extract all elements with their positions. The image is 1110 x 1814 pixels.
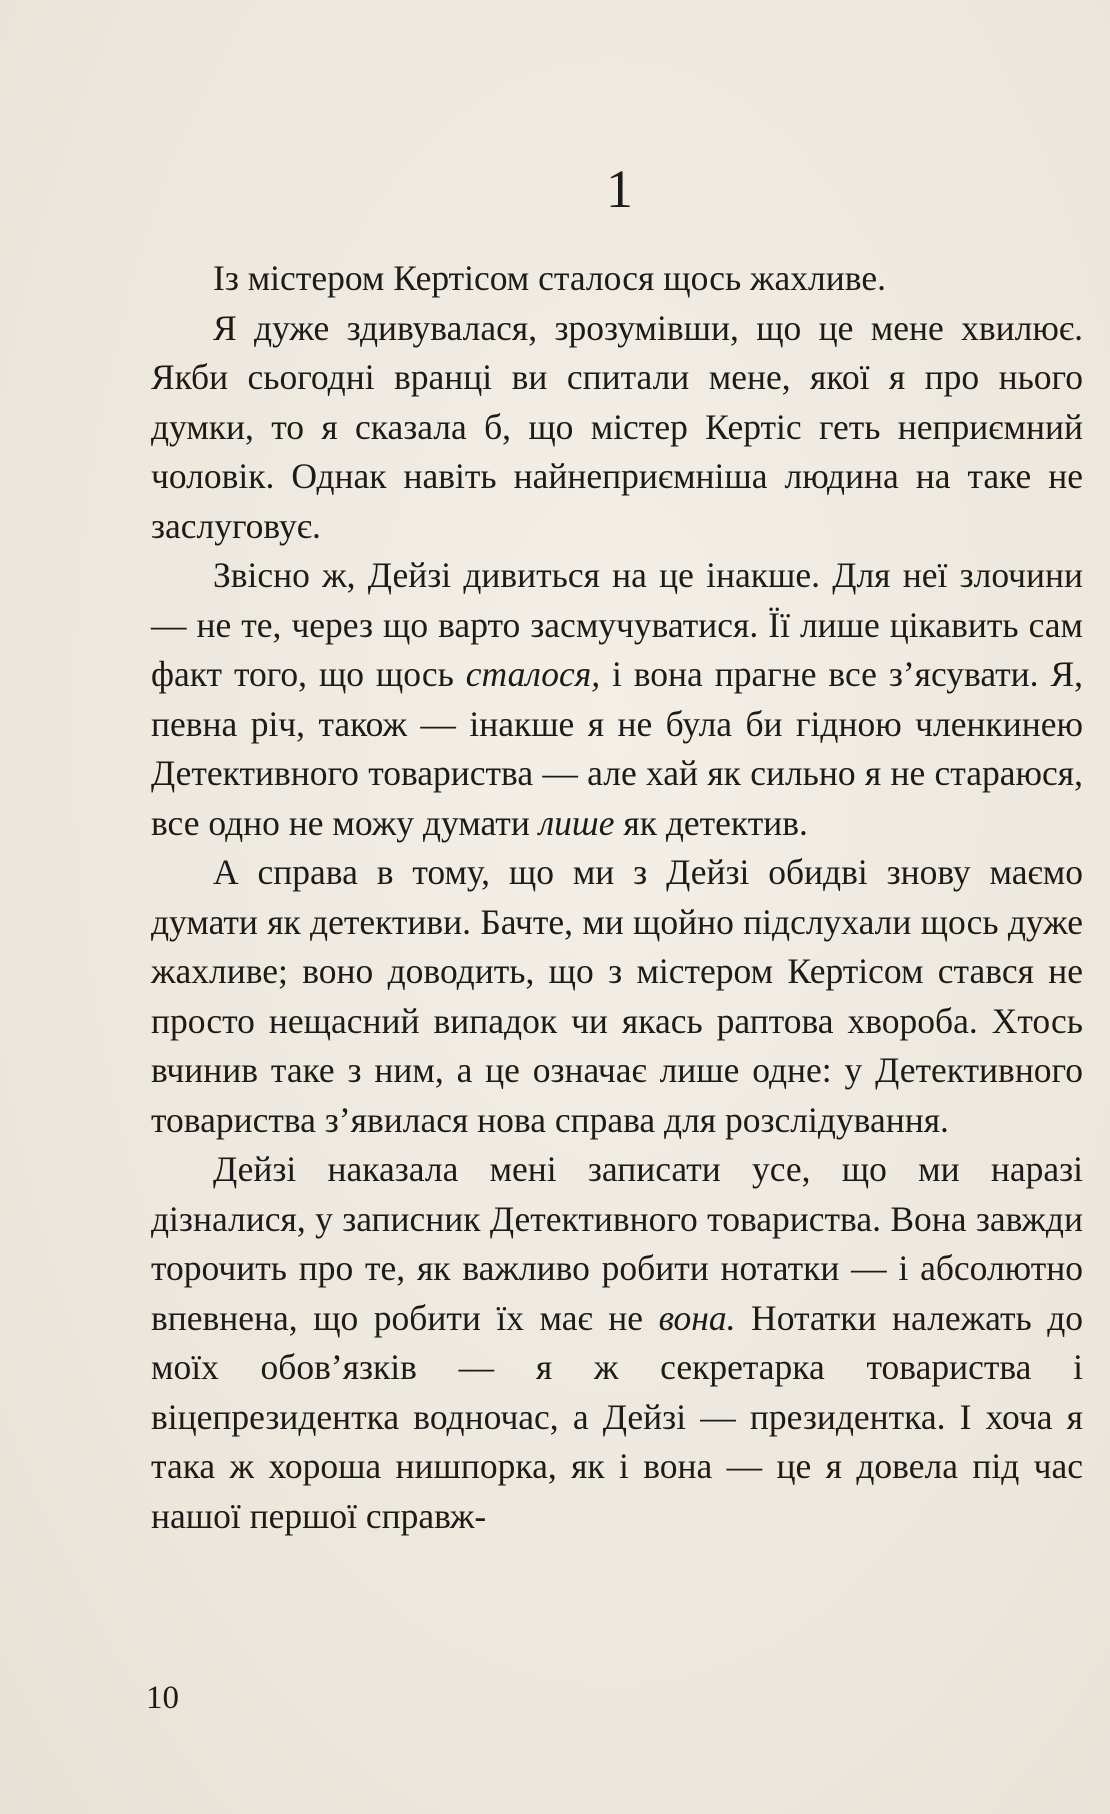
text-run: Звісно ж, Дейзі дивиться на це інакше. Для неї злочини — не те, через що варто засмучуватися. Її лише цікавить сам факт того, що щось [151, 555, 1083, 694]
text-run: Дейзі наказала мені записати усе, що ми наразі дізналися, у записник Детективного товариства. Вона завжди торочить про те, як важливо робити нотатки — і абсолютно впевнена, що робити їх має не [151, 1149, 1083, 1338]
text-run: Я дуже здивувалася, зрозумівши, що це мене хвилює. Якби сьогодні вранці ви спитали мене, якої я про нього думки, то я сказала б, що містер Кертіс геть неприємний чоловік. Однак навіть найнеприємніша людина на таке не заслуговує. [151, 307, 1083, 546]
text-run: Нотатки належать до моїх обов’язків — я ж секретарка товариства і віцепрезидентка водночас, а Дейзі — президентка. І хоча я така ж хороша нишпорка, як і вона — це я довела під час нашої першої справж- [151, 1297, 1084, 1536]
italic-text: лише [538, 802, 615, 843]
body-text [151, 254, 1083, 1541]
chapter-number: 1 [606, 159, 634, 219]
italic-text: сталося, [465, 654, 601, 694]
text-run: Із містером Кертісом сталося щось жахливе. [213, 258, 886, 298]
text-run: і вона прагне все з’ясувати. Я, певна річ, також — інакше я не була би гідною членкинею Детективного товариства — але хай як сильно я не стараюся, все одно не можу думати [151, 654, 1083, 843]
page-number: 10 [146, 1680, 179, 1716]
italic-text: вона. [658, 1297, 736, 1338]
paragraph [151, 1145, 1083, 1541]
paragraph [151, 304, 1083, 552]
text-run: як детектив. [614, 802, 808, 843]
paragraph [151, 551, 1083, 848]
text-run: А справа в тому, що ми з Дейзі обидві знову маємо думати як детективи. Бачте, ми щойно підслухали щось дуже жахливе; воно доводить, що з містером Кертісом стався не просто нещасний випадок чи якась раптова хвороба. Хтось вчинив таке з ним, а це означає лише одне: у Детективного товариства з’явилася нова справа для розслідування. [151, 852, 1083, 1140]
paragraph [151, 254, 1083, 304]
paragraph [151, 848, 1083, 1145]
